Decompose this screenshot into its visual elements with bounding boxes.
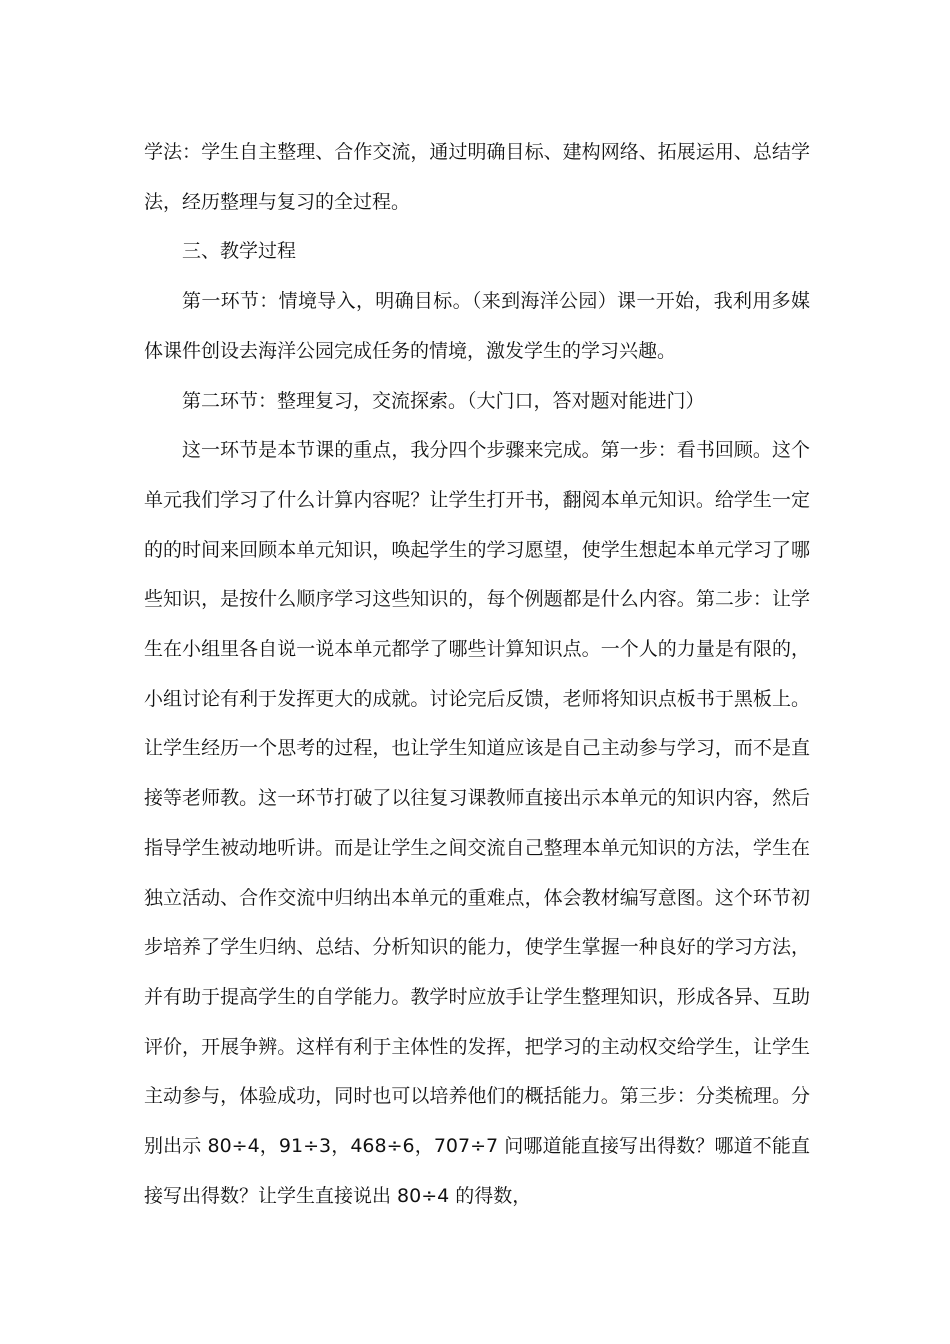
paragraph-study-method: 学法：学生自主整理、合作交流，通过明确目标、建构网络、拓展运用、总结学法，经历整理与复习的全过程。 [144,141,810,213]
paragraph-stage-one: 第一环节：情境导入，明确目标。（来到海洋公园）课一开始，我利用多媒体课件创设去海洋公园完成任务的情境，激发学生的学习兴趣。 [144,290,810,362]
paragraph-stage-two: 第二环节：整理复习，交流探索。（大门口，答对题对能进门） [182,389,705,412]
document-body [144,128,810,1221]
paragraph-stage-two-detail: 这一环节是本节课的重点，我分四个步骤来完成。第一步：看书回顾。这个单元我们学习了什么计算内容呢？让学生打开书，翻阅本单元知识。给学生一定的的时间来回顾本单元知识，唤起学生的学习愿望，使学生想起本单元学习了哪些知识，是按什么顺序学习这些知识的，每个例题都是什么内容。第二步：让学生在小组里各自说一说本单元都学了哪些计算知识点。一个人的力量是有限的，小组讨论有利于发挥更大的成就。讨论完后反馈，老师将知识点板书于黑板上。让学生经历一个思考的过程，也让学生知道应该是自己主动参与学习，而不是直接等老师教。这一环节打破了以往复习课教师直接出示本单元的知识内容，然后指导学生被动地听讲。而是让学生之间交流自己整理本单元知识的方法，学生在独立活动、合作交流中归纳出本单元的重难点，体会教材编写意图。这个环节初步培养了学生归纳、总结、分析知识的能力，使学生掌握一种良好的学习方法，并有助于提高学生的自学能力。教学时应放手让学生整理知识，形成各异、互助评价，开展争辨。这样有利于主体性的发挥，把学习的主动权交给学生，让学生主动参与，体验成功，同时也可以培养他们的概括能力。第三步：分类梳理。分别出示 80÷4，91÷3，468÷6，707÷7 问哪道能直接写出得数？哪道不能直接写出得数？让学生直接说出 80÷4 的得数， [144,439,810,1207]
section-heading-teaching-process: 三、教学过程 [182,240,297,263]
